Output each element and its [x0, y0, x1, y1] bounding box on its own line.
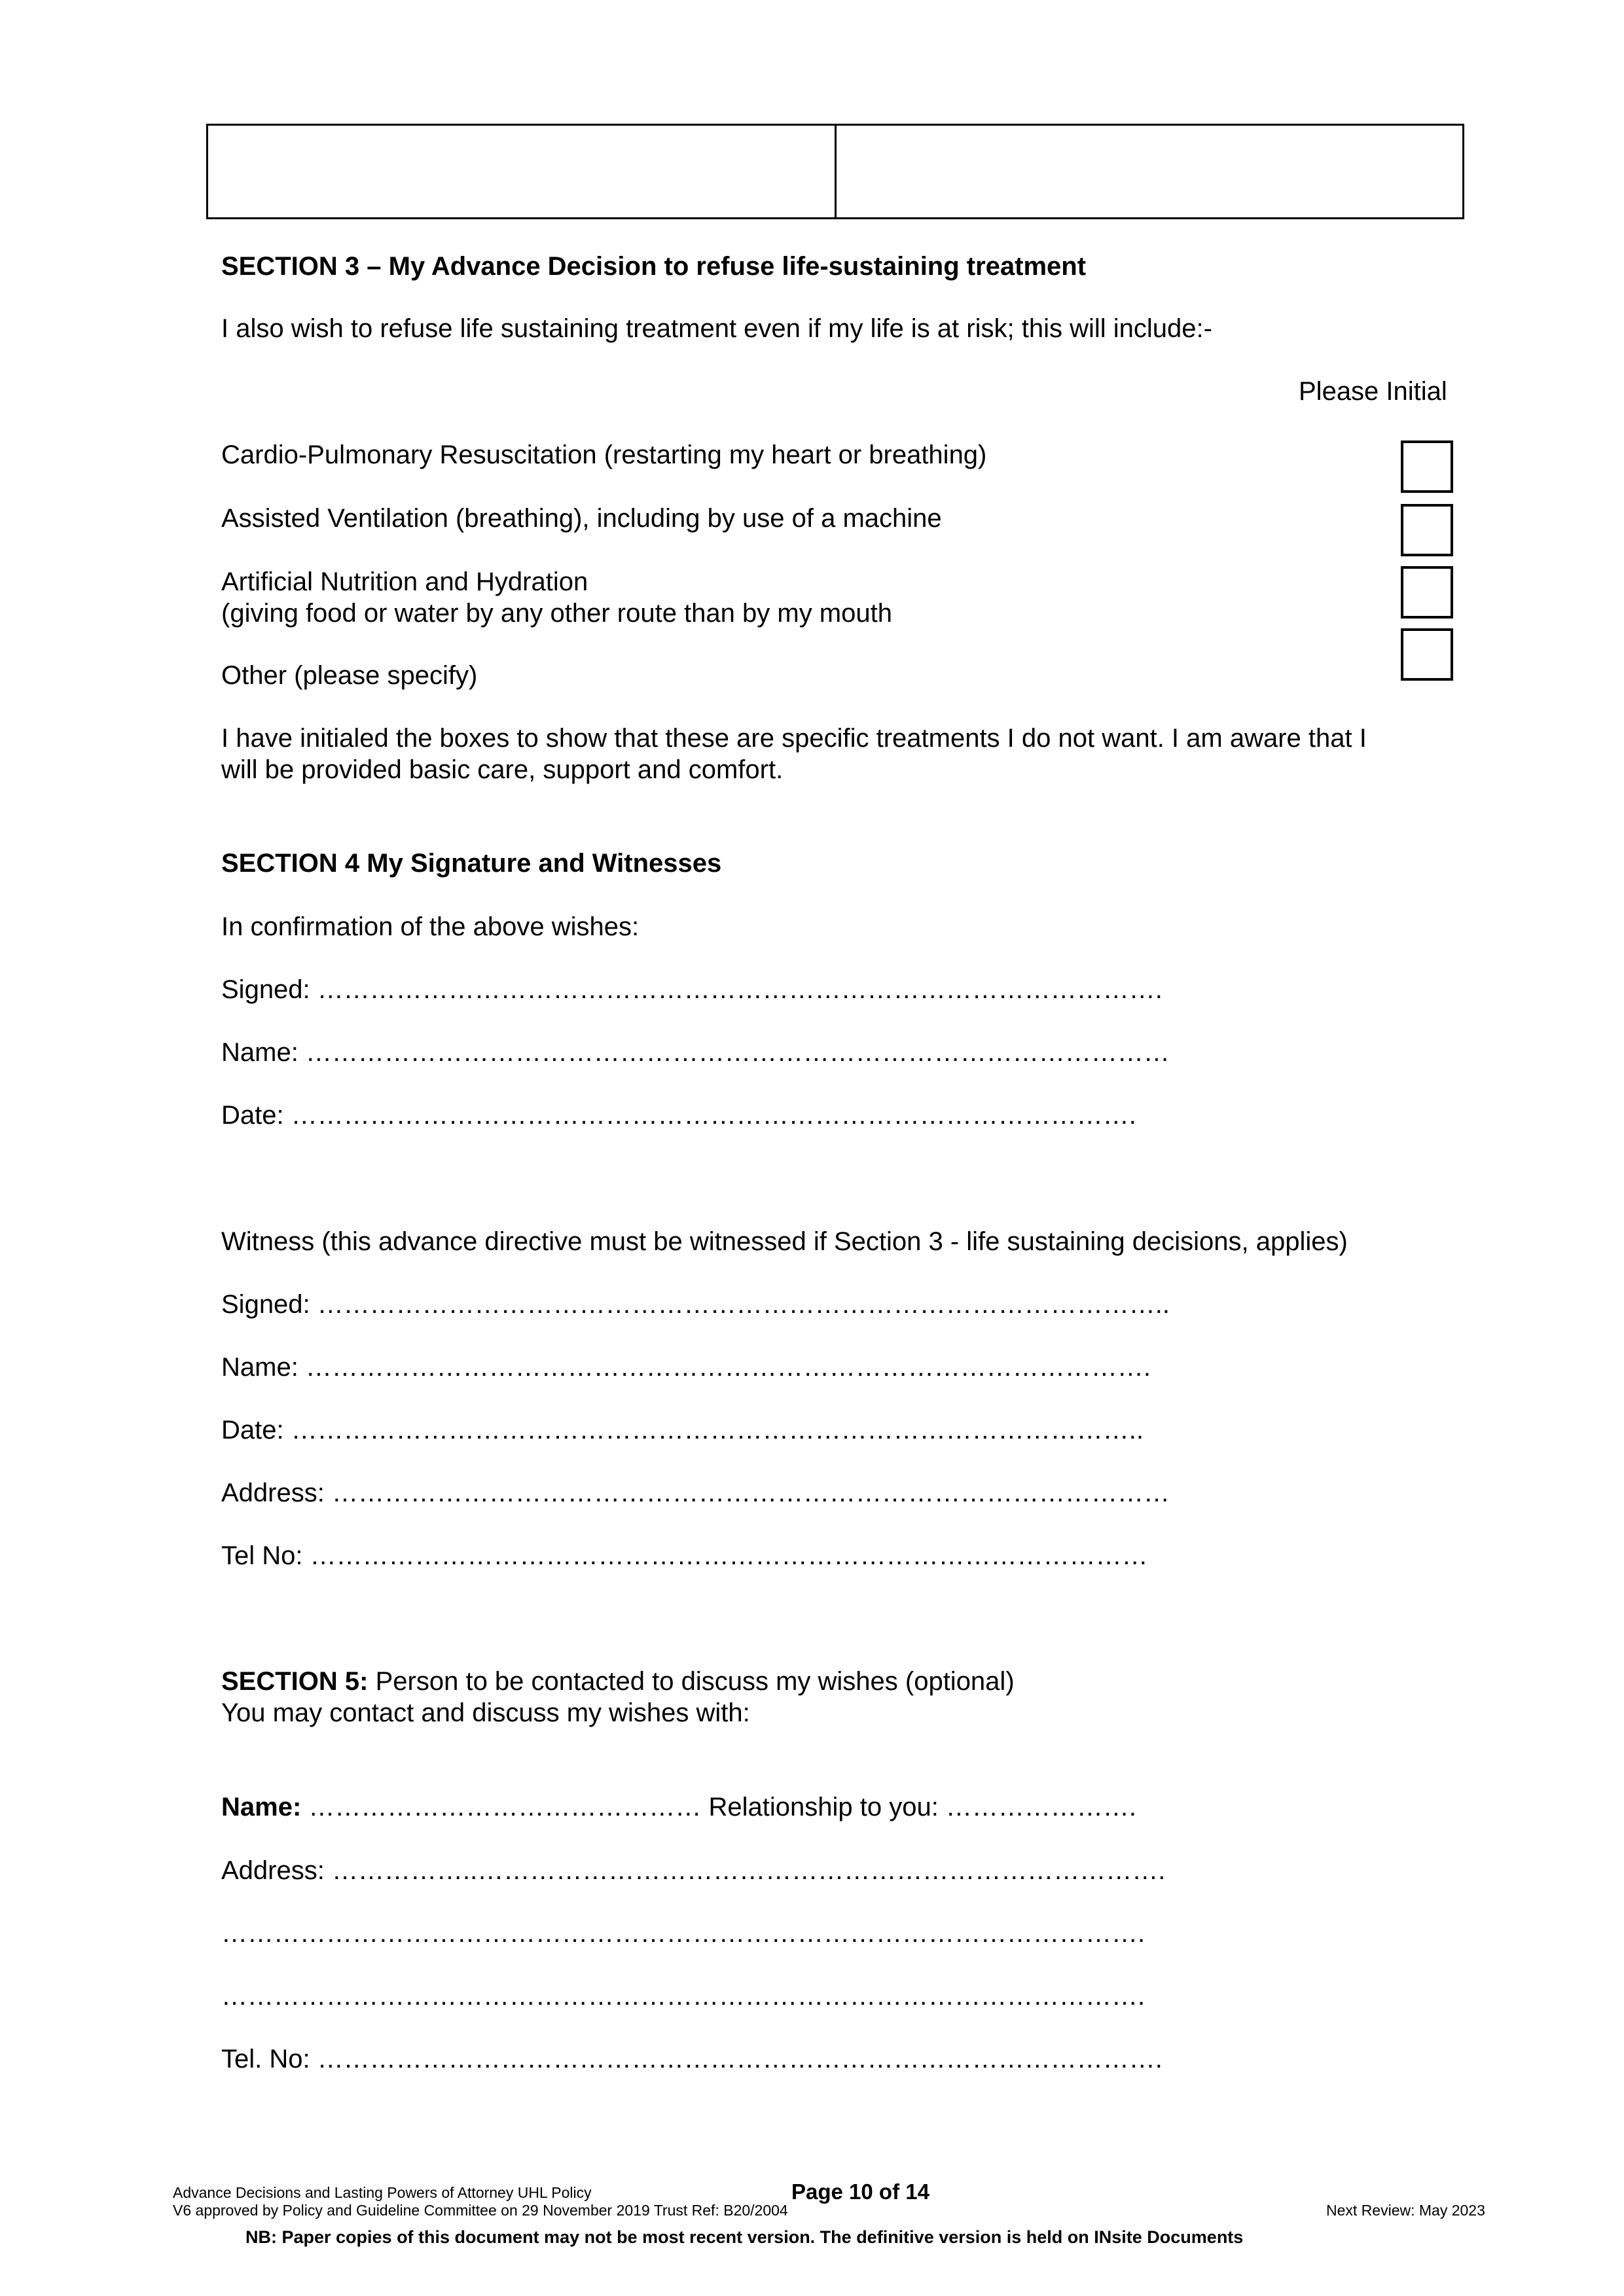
witness-instruction: Witness (this advance directive must be witnessed if Section 3 - life sustaining decisions, applies)	[221, 1227, 1348, 1256]
contact-address-line-3[interactable]: …………………………………………………………………………………………….	[221, 1982, 1146, 2011]
top-table-cell-left[interactable]	[208, 126, 835, 217]
initial-box-nutrition[interactable]	[1401, 566, 1453, 619]
section4-heading: SECTION 4 My Signature and Witnesses	[221, 849, 722, 878]
section5-heading	[221, 1666, 1015, 1697]
signed-field[interactable]: Signed: …………………………………………………………………………………….	[221, 975, 1163, 1004]
witness-date-field[interactable]: Date: ……………………………………………………………………………………..	[221, 1416, 1144, 1444]
name-field[interactable]: Name: ………………………………………………………………………………………	[221, 1038, 1170, 1067]
contact-name-rest: ……………………………………… Relationship to you: ………………….	[301, 1793, 1137, 1821]
please-initial-label: Please Initial	[1299, 377, 1447, 406]
initial-box-ventilation[interactable]	[1401, 504, 1453, 556]
treatment-other: Other (please specify)	[221, 661, 478, 690]
footer-approval: V6 approved by Policy and Guideline Committee on 29 November 2019 Trust Ref: B20/2004	[173, 2202, 788, 2219]
contact-name-label: Name:	[221, 1793, 302, 1821]
footer-next-review: Next Review: May 2023	[1326, 2202, 1485, 2219]
treatment-cpr: Cardio-Pulmonary Resuscitation (restarting my heart or breathing)	[221, 440, 987, 469]
section3-intro: I also wish to refuse life sustaining treatment even if my life is at risk; this will include:-	[221, 314, 1212, 343]
initial-box-other[interactable]	[1401, 628, 1453, 681]
contact-name-field[interactable]	[221, 1791, 1136, 1823]
witness-address-field[interactable]: Address: ……………………………………………………………………………………	[221, 1479, 1170, 1507]
section5-heading-bold: SECTION 5:	[221, 1667, 369, 1696]
treatment-nutrition-detail: (giving food or water by any other route than by my mouth	[221, 599, 892, 628]
initial-box-cpr[interactable]	[1401, 440, 1453, 493]
footer-policy: Advance Decisions and Lasting Powers of Attorney UHL Policy	[173, 2184, 592, 2201]
contact-address-line-2[interactable]: …………………………………………………………………………………………….	[221, 1919, 1146, 1948]
witness-name-field[interactable]: Name: …………………………………………………………………………………….	[221, 1353, 1151, 1382]
treatment-ventilation: Assisted Ventilation (breathing), including by use of a machine	[221, 504, 942, 533]
contact-address-field[interactable]: Address: ……………..…………………………………………………………………….	[221, 1856, 1166, 1885]
footer-nb-note: NB: Paper copies of this document may not be most recent version. The definitive version is held on INsite Documents	[245, 2227, 1244, 2247]
statement-line-2: will be provided basic care, support and comfort.	[221, 755, 784, 784]
section3-heading: SECTION 3 – My Advance Decision to refuse life-sustaining treatment	[221, 252, 1087, 281]
witness-tel-field[interactable]: Tel No: ……………………………………………………………………………………	[221, 1541, 1148, 1570]
statement-line-1: I have initialed the boxes to show that these are specific treatments I do not want. I am aware that I	[221, 724, 1367, 753]
footer-page-number: Page 10 of 14	[791, 2179, 929, 2204]
witness-signed-field[interactable]: Signed: ……………………………………………………………………………………..	[221, 1290, 1170, 1319]
confirm-text: In confirmation of the above wishes:	[221, 912, 640, 941]
treatment-nutrition: Artificial Nutrition and Hydration	[221, 567, 588, 596]
section5-subline: You may contact and discuss my wishes with:	[221, 1698, 750, 1727]
date-field[interactable]: Date: …………………………………………………………………………………….	[221, 1101, 1136, 1130]
contact-tel-field[interactable]: Tel. No: …………………………………………………………………………………….	[221, 2045, 1163, 2073]
top-table	[206, 124, 1464, 219]
top-table-cell-right[interactable]	[835, 126, 1463, 217]
section5-heading-rest: Person to be contacted to discuss my wishes (optional)	[368, 1667, 1015, 1696]
